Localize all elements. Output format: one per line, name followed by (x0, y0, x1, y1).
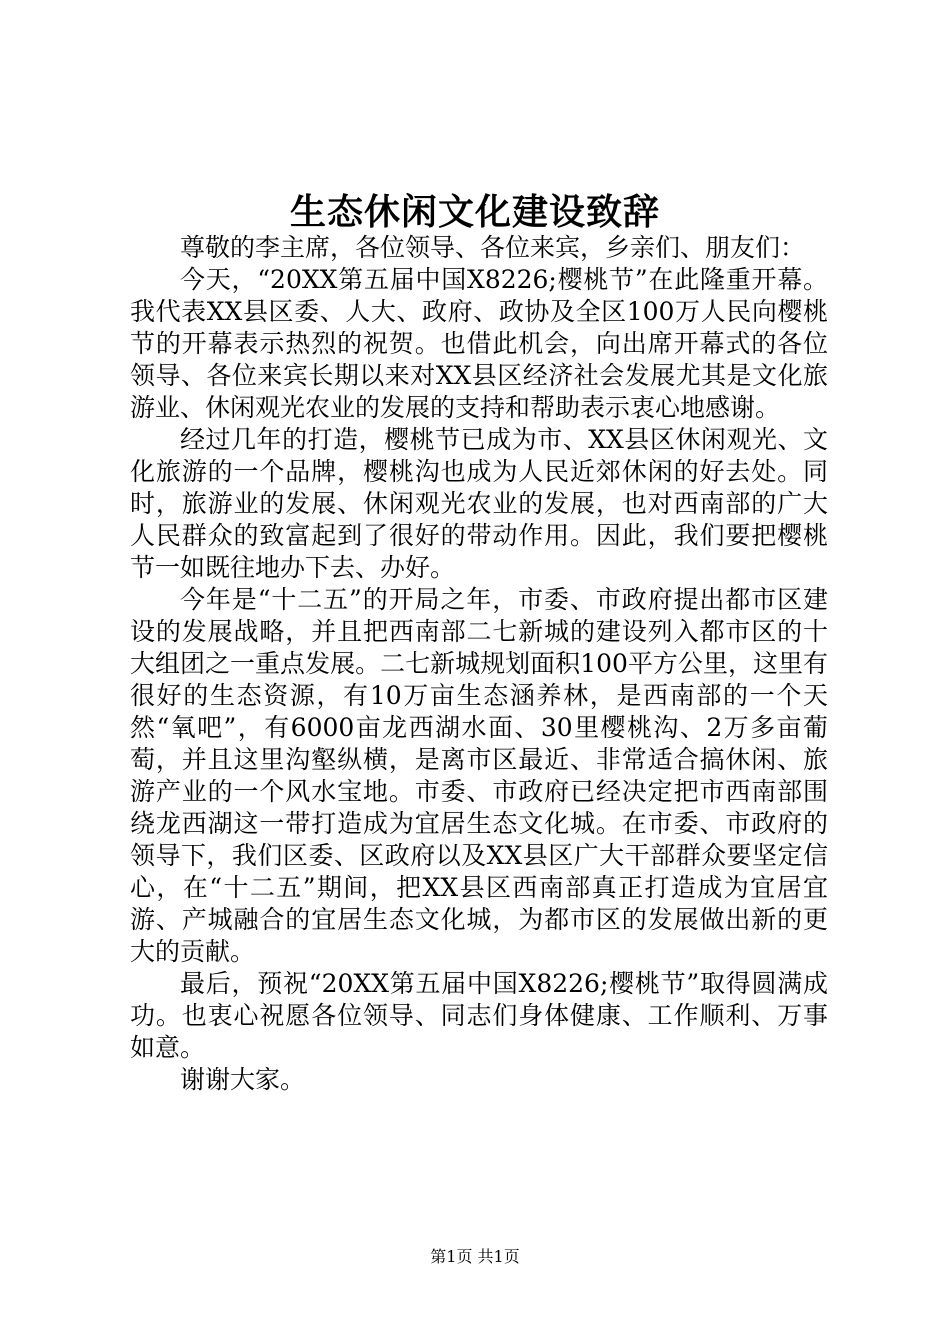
document-title: 生态休闲文化建设致辞 (289, 191, 660, 233)
paragraph-salutation: 尊敬的李主席，各位领导、各位来宾，乡亲们、朋友们： (180, 233, 806, 262)
paragraph-closing-wishes: 最后，预祝“20XX第五届中国X8226;樱桃节”取得圆满成功。也衷心祝愿各位领导、同志们身体健康、工作顺利、万事如意。 (130, 969, 828, 1062)
document-body (130, 232, 828, 1096)
paragraph-opening: 今天，“20XX第五届中国X8226;樱桃节”在此隆重开幕。我代表XX县区委、人大、政府、政协及全区100万人民向樱桃节的开幕表示热烈的祝贺。也借此机会，向出席开幕式的各位领导、各位来宾长期以来对XX县区经济社会发展尤其是文化旅游业、休闲观光农业的发展的支持和帮助表示衷心地感谢。 (130, 265, 828, 422)
page-number-footer: 第1页 共1页 (430, 1247, 520, 1266)
paragraph-thanks: 谢谢大家。 (180, 1065, 306, 1094)
paragraph-development: 今年是“十二五”的开局之年，市委、市政府提出都市区建设的发展战略，并且把西南部二七新城的建设列入都市区的十大组团之一重点发展。二七新城规划面积100平方公里，这里有很好的生态资源，有10万亩生态涵养林，是西南部的一个天然“氧吧”，有6000亩龙西湖水面、30里樱桃沟、2万多亩葡萄，并且这里沟壑纵横，是离市区最近、非常适合搞休闲、旅游产业的一个风水宝地。市委、市政府已经决定把市西南部围绕龙西湖这一带打造成为宜居生态文化城。在市委、市政府的领导下，我们区委、区政府以及XX县区广大干部群众要坚定信心，在“十二五”期间，把XX县区西南部真正打造成为宜居宜游、产城融合的宜居生态文化城，为都市区的发展做出新的更大的贡献。 (130, 585, 828, 966)
paragraph-brand: 经过几年的打造，樱桃节已成为市、XX县区休闲观光、文化旅游的一个品牌，樱桃沟也成为人民近郊休闲的好去处。同时，旅游业的发展、休闲观光农业的发展，也对西南部的广大人民群众的致富起到了很好的带动作用。因此，我们要把樱桃节一如既往地办下去、办好。 (130, 425, 828, 582)
